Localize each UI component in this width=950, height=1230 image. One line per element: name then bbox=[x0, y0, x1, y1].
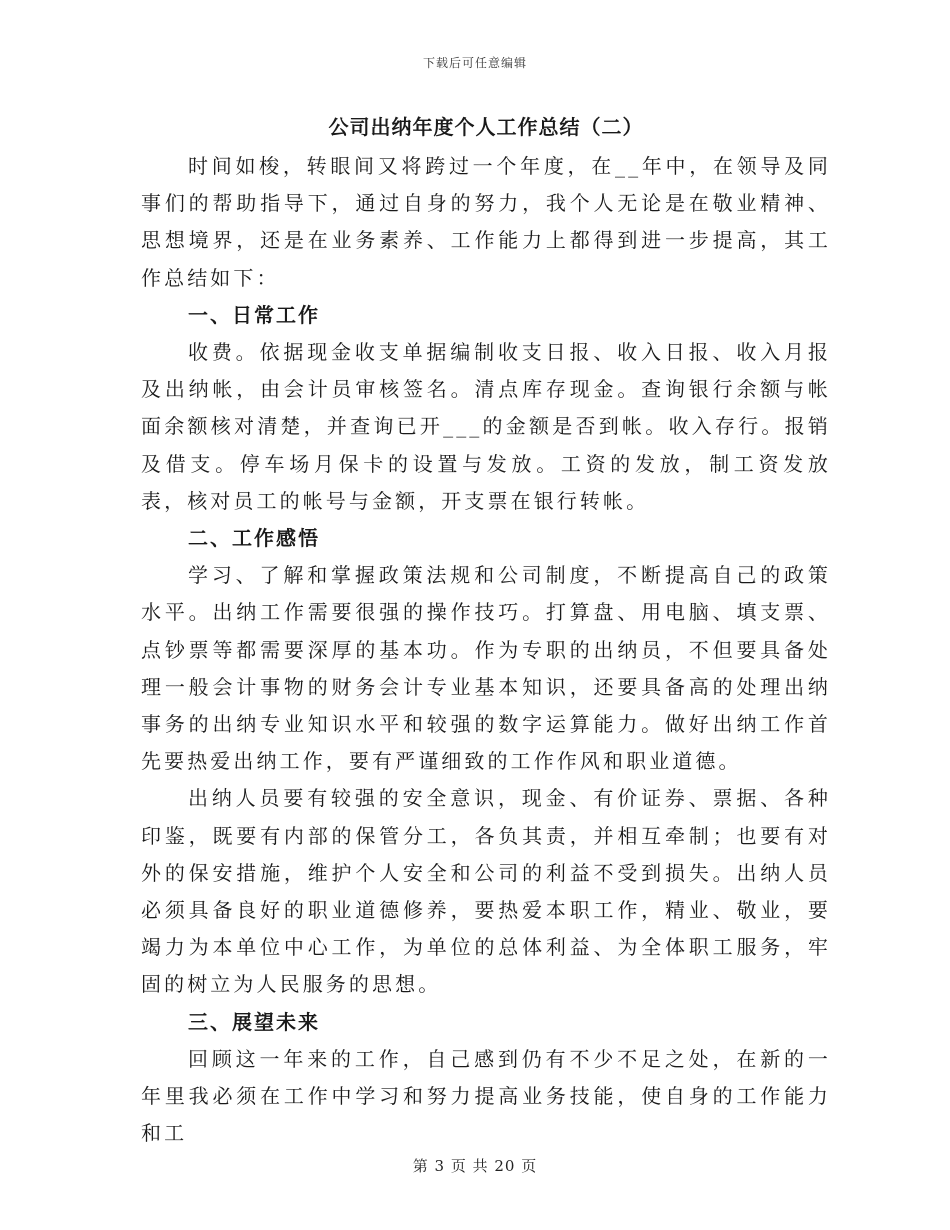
intro-paragraph: 时间如梭，转眼间又将跨过一个年度，在__年中，在领导及同事们的帮助指导下，通过自身的努力，我个人无论是在敬业精神、思想境界，还是在业务素养、工作能力上都得到进一步提高，其工作总结如下： bbox=[141, 154, 831, 290]
section-heading-future-outlook: 三、展望未来 bbox=[188, 1009, 320, 1034]
paragraph-work-insights-1: 学习、了解和掌握政策法规和公司制度，不断提高自己的政策水平。出纳工作需要很强的操作技巧。打算盘、用电脑、填支票、点钞票等都需要深厚的基本功。作为专职的出纳员，不但要具备处理一般会计事物的财务会计专业基本知识，还要具备高的处理出纳事务的出纳专业知识水平和较强的数字运算能力。做好出纳工作首先要热爱出纳工作，要有严谨细致的工作作风和职业道德。 bbox=[141, 563, 831, 774]
document-body bbox=[141, 112, 831, 1152]
paragraph-future-outlook: 回顾这一年来的工作，自己感到仍有不少不足之处，在新的一年里我必须在工作中学习和努力提高业务技能，使自身的工作能力和工 bbox=[141, 1046, 831, 1146]
paragraph-work-insights-2: 出纳人员要有较强的安全意识，现金、有价证券、票据、各种印鉴，既要有内部的保管分工，各负其责，并相互牵制；也要有对外的保安措施，维护个人安全和公司的利益不受到损失。出纳人员必须具备良好的职业道德修养，要热爱本职工作，精业、敬业，要竭力为本单位中心工作，为单位的总体利益、为全体职工服务，牢固的树立为人民服务的思想。 bbox=[141, 786, 831, 997]
section-heading-work-insights: 二、工作感悟 bbox=[188, 526, 320, 551]
header-note: 下载后可任意编辑 bbox=[422, 56, 527, 70]
section-heading-daily-work: 一、日常工作 bbox=[188, 302, 320, 327]
page-number: 第 3 页 共 20 页 bbox=[412, 1157, 538, 1175]
paragraph-daily-work: 收费。依据现金收支单据编制收支日报、收入日报、收入月报及出纳帐，由会计员审核签名。清点库存现金。查询银行余额与帐面余额核对清楚，并查询已开___的金额是否到帐。收入存行。报销及借支。停车场月保卡的设置与发放。工资的发放，制工资发放表，核对员工的帐号与金额，开支票在银行转帐。 bbox=[141, 340, 831, 513]
document-title: 公司出纳年度个人工作总结（二） bbox=[328, 115, 644, 139]
